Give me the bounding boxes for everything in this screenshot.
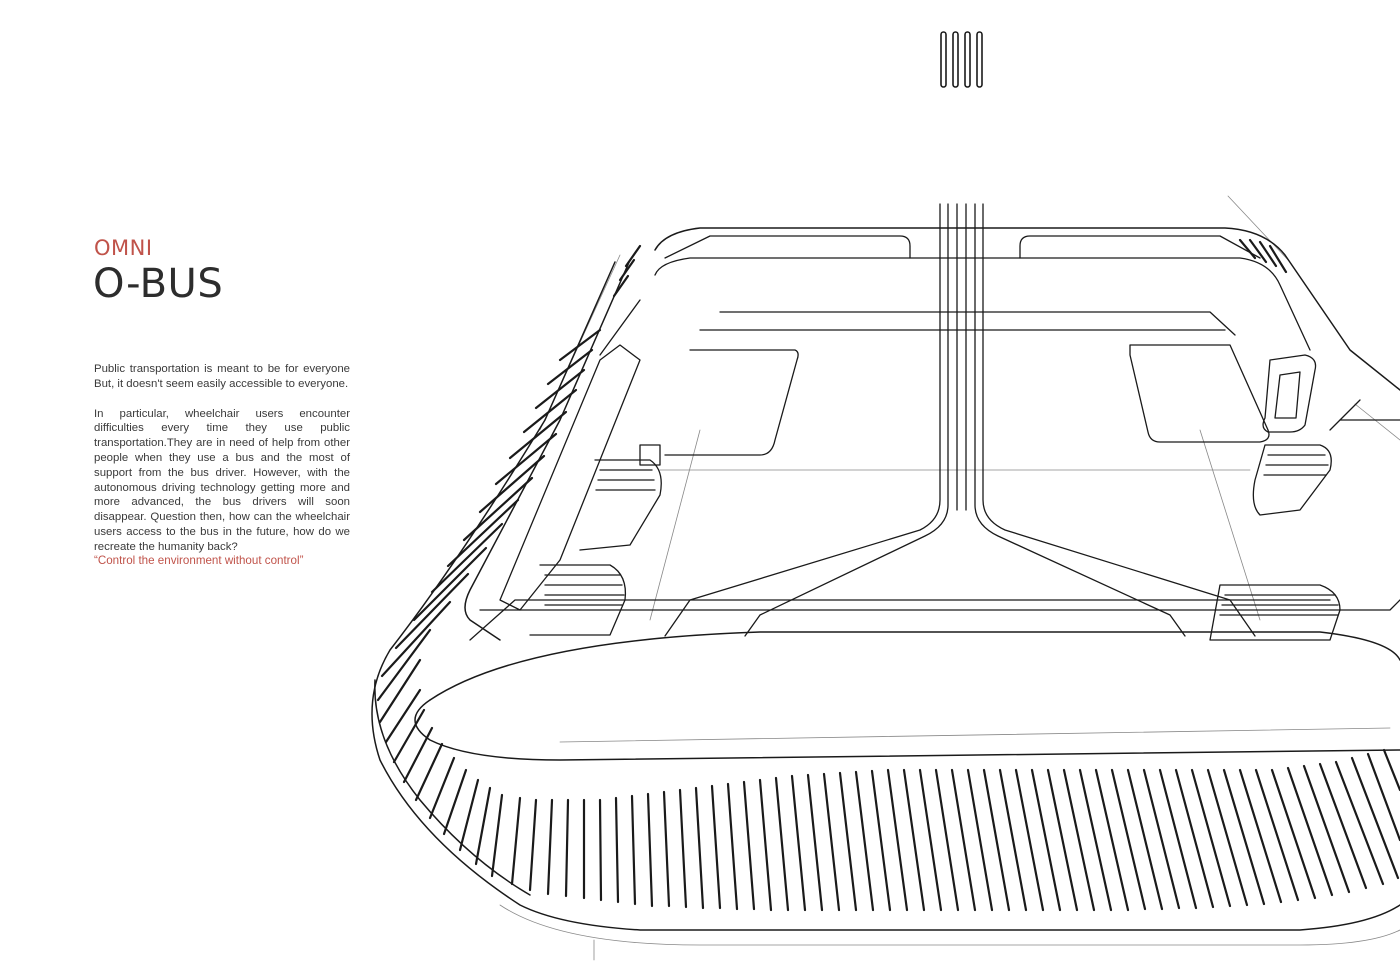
left-flank-hatching (378, 330, 600, 876)
top-slot-marks (941, 32, 982, 87)
front-bumper (415, 632, 1400, 760)
right-seats (1210, 355, 1400, 640)
outer-shell (372, 228, 1400, 930)
rear-hatching (614, 240, 1286, 296)
front-grille-strips (512, 750, 1400, 910)
center-channels (665, 204, 1255, 636)
description (94, 362, 350, 570)
detail-paragraph: In particular, wheelchair users encounter difficulties every time they use public transportation.They are in need of help from other people when they use a bus and the most of support from the bus driver. However, with the autonomous driving technology getting more and more advanced, the bus drivers will soon disappear. Question then, how can the wheelchair users access to the bus in the future, how do we recreate the humanity back? (94, 407, 350, 553)
page-title: O-BUS (93, 261, 224, 307)
construction-lines (500, 196, 1400, 960)
left-seats (500, 345, 661, 635)
intro-paragraph: Public transportation is meant to be for everyone But, it doesn't seem easily accessible to everyone. (94, 363, 350, 390)
brand-label: OMNI (94, 236, 153, 260)
tagline-quote: “Control the environment without control” (94, 554, 304, 567)
